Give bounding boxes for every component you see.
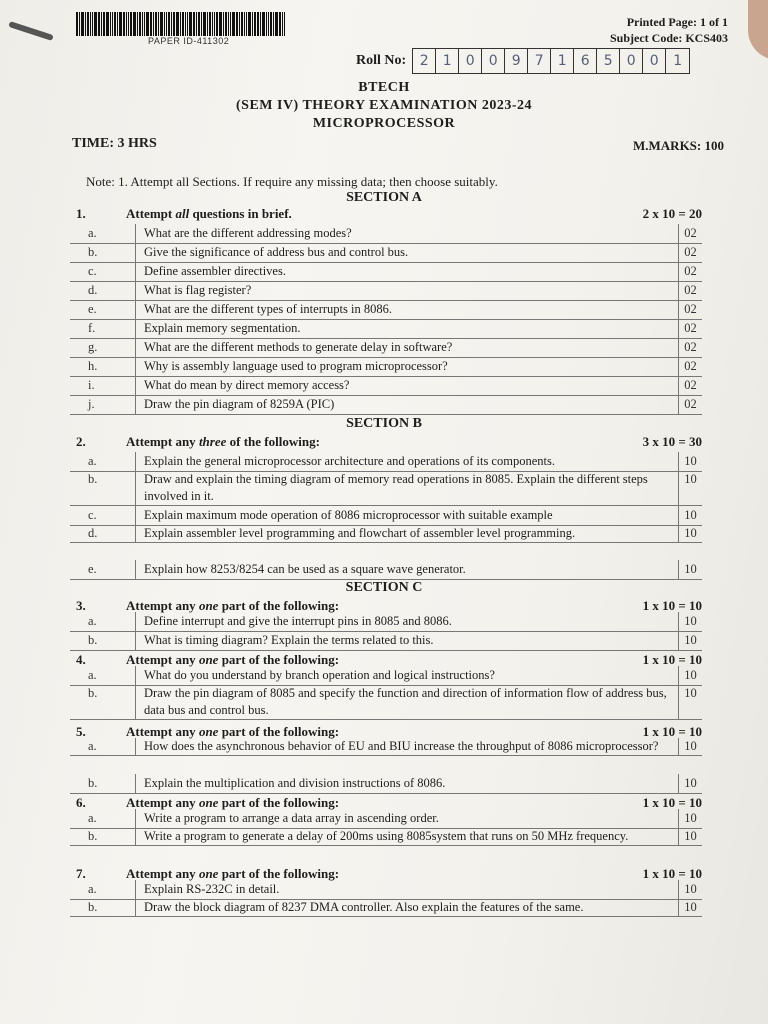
item-label: d. [70, 525, 136, 542]
item-marks: 02 [678, 395, 702, 414]
exam-title: (SEM IV) THEORY EXAMINATION 2023-24 [236, 98, 532, 113]
program-title: BTECH [358, 80, 410, 95]
question-heading [76, 206, 702, 222]
item-text: Draw the pin diagram of 8085 and specify the function and direction of information flow of address bus, data bus and control bus. [144, 686, 667, 717]
question-heading [76, 434, 702, 450]
pin-clip [8, 21, 54, 41]
item-marks: 02 [678, 338, 702, 357]
item-marks: 02 [678, 243, 702, 262]
item-marks: 02 [678, 376, 702, 395]
item-text: Explain the multiplication and division instructions of 8086. [144, 776, 446, 790]
question-row [70, 631, 702, 651]
time-label: TIME: 3 HRS [72, 136, 157, 151]
roll-digit: 7 [528, 49, 551, 73]
barcode-block [76, 12, 286, 46]
item-text: Draw the pin diagram of 8259A (PIC) [144, 397, 335, 411]
roll-digit: 1 [673, 53, 683, 69]
item-marks: 10 [678, 828, 702, 845]
item-marks: 10 [678, 666, 702, 685]
item-text: Write a program to generate a delay of 200ms using 8085system that runs on 50 MHz frequency. [144, 829, 629, 843]
question-row [70, 262, 702, 282]
roll-digit: 2 [413, 49, 436, 73]
question-row [70, 612, 702, 632]
question-instruction: Attempt any one part of the following: [126, 598, 340, 613]
item-text: Draw and explain the timing diagram of memory read operations in 8085. Explain the different steps involved in it. [144, 472, 648, 503]
question-row [70, 828, 702, 846]
question-row [70, 560, 702, 580]
item-marks: 02 [678, 224, 702, 243]
item-text: Why is assembly language used to program microprocessor? [144, 359, 448, 373]
question-marks: 2 x 10 = 20 [642, 206, 702, 221]
note: Note: 1. Attempt all Sections. If require any missing data; then choose suitably. [86, 174, 498, 189]
question-row [70, 452, 702, 472]
question-row [70, 224, 702, 244]
section-b-title: SECTION B [346, 416, 422, 431]
item-marks: 02 [678, 262, 702, 281]
item-label: b. [70, 631, 136, 650]
item-text: What do mean by direct memory access? [144, 378, 350, 392]
item-text: Write a program to arrange a data array in ascending order. [144, 811, 439, 825]
subject-title: MICROPROCESSOR [312, 116, 456, 131]
roll-label: Roll No: [356, 53, 407, 68]
item-text: What is timing diagram? Explain the terms related to this. [144, 633, 434, 647]
item-marks: 10 [678, 774, 702, 793]
question-number: 2. [76, 434, 86, 449]
item-label: b. [70, 899, 136, 916]
item-text: What do you understand by branch operation and logical instructions? [144, 668, 495, 682]
section-a-title: SECTION A [346, 190, 422, 205]
item-text: Explain memory segmentation. [144, 321, 301, 335]
question-row [70, 300, 702, 320]
question-row [70, 338, 702, 358]
item-label: e. [70, 300, 136, 319]
item-text: What are the different types of interrupts in 8086. [144, 302, 392, 316]
item-label: a. [70, 809, 136, 828]
question-number: 7. [76, 866, 86, 881]
item-label: a. [70, 452, 136, 471]
item-text: What are the different methods to generate delay in software? [144, 340, 453, 354]
roll-digit: 0 [459, 49, 482, 73]
item-label: a. [70, 880, 136, 899]
item-marks: 10 [678, 880, 702, 899]
question-instruction: Attempt any one part of the following: [126, 795, 340, 810]
question-marks: 3 x 10 = 30 [642, 434, 702, 449]
question-instruction: Attempt any three of the following: [126, 434, 320, 449]
question-row [70, 525, 702, 543]
item-label: b. [70, 243, 136, 262]
section-c-title: SECTION C [345, 580, 423, 595]
item-marks: 10 [678, 525, 702, 542]
question-instruction: Attempt any one part of the following: [126, 652, 340, 667]
question-instruction: Attempt any one part of the following: [126, 724, 340, 739]
item-marks: 10 [678, 685, 702, 719]
item-marks: 10 [678, 899, 702, 916]
item-text: Give the significance of address bus and control bus. [144, 245, 409, 259]
item-label: a. [70, 666, 136, 685]
item-text: Define assembler directives. [144, 264, 286, 278]
question-marks: 1 x 10 = 10 [642, 724, 702, 739]
item-label: e. [70, 560, 136, 579]
barcode [76, 12, 286, 36]
thumb [748, 0, 768, 60]
item-marks: 10 [678, 809, 702, 828]
item-label: c. [70, 506, 136, 525]
question-row [70, 774, 702, 794]
question-number: 4. [76, 652, 86, 667]
item-marks: 10 [678, 560, 702, 579]
item-text: Explain the general microprocessor architecture and operations of its components. [144, 454, 555, 468]
question-instruction: Attempt any one part of the following: [126, 866, 340, 881]
question-row [70, 880, 702, 900]
item-label: a. [70, 224, 136, 243]
item-text: Explain maximum mode operation of 8086 microprocessor with suitable example [144, 508, 553, 522]
question-marks: 1 x 10 = 10 [642, 652, 702, 667]
item-text: Draw the block diagram of 8237 DMA controller. Also explain the features of the same. [144, 900, 584, 914]
question-number: 6. [76, 795, 86, 810]
item-text: Define interrupt and give the interrupt pins in 8085 and 8086. [144, 614, 452, 628]
roll-digit: 0 [482, 49, 505, 73]
item-text: Explain RS-232C in detail. [144, 882, 280, 896]
item-marks: 10 [678, 612, 702, 631]
item-text: Explain how 8253/8254 can be used as a square wave generator. [144, 562, 466, 576]
roll-digit: 6 [574, 49, 597, 73]
item-marks: 02 [678, 300, 702, 319]
roll-digit: 0 [620, 49, 643, 73]
question-row [70, 685, 702, 720]
item-label: a. [70, 612, 136, 631]
question-number: 1. [76, 206, 86, 221]
item-label: f. [70, 319, 136, 338]
item-label: b. [70, 774, 136, 793]
question-row [70, 506, 702, 526]
item-label: b. [70, 471, 136, 505]
question-marks: 1 x 10 = 10 [642, 795, 702, 810]
item-label: d. [70, 281, 136, 300]
question-row [70, 899, 702, 917]
item-marks: 10 [678, 452, 702, 471]
item-label: h. [70, 357, 136, 376]
roll-digit: 9 [505, 49, 528, 73]
item-marks: 02 [678, 357, 702, 376]
question-instruction: Attempt all questions in brief. [126, 206, 292, 221]
item-marks: 02 [678, 319, 702, 338]
question-marks: 1 x 10 = 10 [642, 598, 702, 613]
question-number: 3. [76, 598, 86, 613]
question-row [70, 357, 702, 377]
question-row [70, 395, 702, 415]
printed-page: Printed Page: 1 of 1 [626, 15, 728, 29]
question-row [70, 666, 702, 686]
max-marks-label: M.MARKS: 100 [633, 138, 724, 153]
roll-digit: 1 [551, 49, 574, 73]
question-row [70, 809, 702, 829]
question-marks: 1 x 10 = 10 [642, 866, 702, 881]
item-marks: 10 [678, 471, 702, 505]
subject-code: Subject Code: KCS403 [609, 31, 728, 45]
item-text: How does the asynchronous behavior of EU and BIU increase the throughput of 8086 microprocessor? [144, 739, 659, 753]
question-number: 5. [76, 724, 86, 739]
question-row [70, 738, 702, 756]
roll-digit: 1 [436, 49, 459, 73]
item-text: What are the different addressing modes? [144, 226, 352, 240]
roll-digit: 0 [643, 49, 666, 73]
question-row [70, 319, 702, 339]
item-marks: 10 [678, 506, 702, 525]
item-marks: 02 [678, 281, 702, 300]
item-label: g. [70, 338, 136, 357]
item-marks: 10 [678, 631, 702, 650]
item-label: c. [70, 262, 136, 281]
item-text: Explain assembler level programming and flowchart of assembler level programming. [144, 526, 576, 540]
item-label: a. [70, 738, 136, 755]
top-right-info [610, 14, 728, 46]
paper-id: PAPER ID-411302 [148, 36, 230, 46]
roll-number [356, 48, 690, 74]
item-label: b. [70, 685, 136, 719]
question-row [70, 471, 702, 506]
roll-digit: 5 [597, 49, 620, 73]
item-marks: 10 [678, 738, 702, 755]
item-label: i. [70, 376, 136, 395]
item-label: j. [70, 395, 136, 414]
roll-boxes [412, 48, 690, 74]
item-label: b. [70, 828, 136, 845]
question-row [70, 376, 702, 396]
question-row [70, 243, 702, 263]
question-row [70, 281, 702, 301]
item-text: What is flag register? [144, 283, 252, 297]
